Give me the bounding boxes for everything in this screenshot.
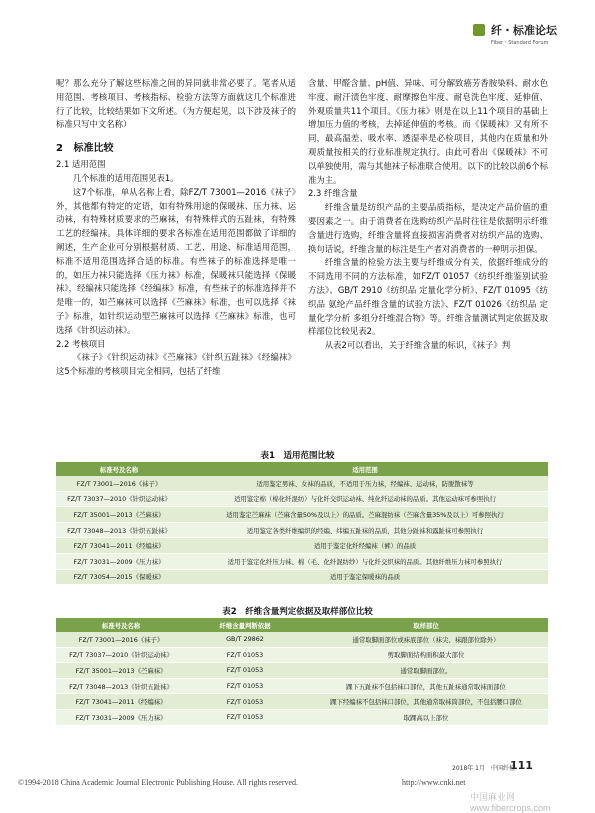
table-cell: FZ/T 01053 xyxy=(186,663,304,679)
paragraph: 这7个标准，单从名称上看，除FZ/T 73001—2016《袜子》外，其他都有特定的定语，如有特殊用途的保暖袜、压力袜、运动袜，有特殊材质要求的苎麻袜，有特殊样式的五趾袜，有特殊工艺的经编袜。具体详细的要求各标准在适用范围都做了详细的阐述，生产企业可分别根据材质、工艺、用途、标准适用范围，标准不适用范围选择合适的标准。有些袜子的标准选择是唯一的，如压力袜只能选择《压力袜》标准，保暖袜只能选择《保暖袜》，经编袜只能选择《经编袜》标准，有些袜子的标准选择并不是唯一的，如苎麻袜可以选择《苎麻袜》标准，也可以选择《袜子》标准，如针织运动型苎麻袜可以选择《苎麻袜》标准，也可选择《针织运动袜》。 xyxy=(56,186,296,335)
footer-publication: 2018年 1月 中国纤检 xyxy=(452,765,515,772)
table-cell: 适用于鉴定保暖袜的品质 xyxy=(182,569,548,585)
table-cell: FZ/T 73041—2011《经编袜》 xyxy=(56,538,182,554)
table-cell: FZ/T 73037—2010《针织运动袜》 xyxy=(56,647,186,663)
table-cell: FZ/T 35001—2013《苎麻袜》 xyxy=(56,663,186,679)
table-row xyxy=(56,678,548,694)
subsection-heading: 2.2 考核项目 xyxy=(56,338,106,349)
table-row xyxy=(56,491,548,507)
table-cell: 适用鉴定各类纤维编织的经编、纬编五趾袜的品质，其他分趾袜和露趾袜可参照执行 xyxy=(182,522,548,538)
footer-link[interactable]: http://www.cnki.net xyxy=(402,778,466,787)
table-cell: FZ/T 73001—2016《袜子》 xyxy=(56,476,182,491)
table-cell: FZ/T 73048—2013《针织五趾袜》 xyxy=(56,678,186,694)
right-column xyxy=(308,77,548,353)
table-cell: 适用鉴定男袜、女袜的品质，不适用于压力袜，经编袜、运动袜，防脱散袜等 xyxy=(182,476,548,491)
paragraph: 纤维含量的检验方法主要与纤维成分有关，依据纤维成分的不同选用不同的方法标准，如FZ/T 01057《纺织纤维鉴别试验方法》、GB/T 2910《纺织品 定量化学分析》、FZ/T 01095《纺织品 氨纶产品纤维含量的试验方法》、FZ/T 01026《纺织品 定量化学分析 多组分纤维混合物》等。纤维含量测试判定依据及取样部位比较见表2。 xyxy=(308,257,548,337)
section-header xyxy=(491,22,557,46)
table-header-cell: 取样部位 xyxy=(304,618,548,632)
table-cell: FZ/T 01053 xyxy=(186,678,304,694)
subsection-heading: 2.1 适用范围 xyxy=(56,159,106,170)
table-header-cell: 适用范围 xyxy=(182,462,548,476)
table-cell: FZ/T 73031—2009《压力袜》 xyxy=(56,709,186,725)
table-row xyxy=(56,569,548,585)
table-cell: 适用于鉴定化纤经编袜（裤）的品质 xyxy=(182,538,548,554)
table2-caption: 表2 纤维含量判定依据及取样部位比较 xyxy=(222,607,373,617)
subsection-heading: 2.3 纤维含量 xyxy=(308,188,358,199)
table-row xyxy=(56,538,548,554)
table-row xyxy=(56,553,548,569)
table-row xyxy=(56,522,548,538)
table-header-cell: 标准号及名称 xyxy=(56,618,186,632)
table-cell: 通常取脚面部位。 xyxy=(304,663,548,679)
paragraph: 含量、甲醛含量、pH值、异味、可分解致癌芳香胺染料、耐水色牢度、耐汗渍色牢度、耐摩擦色牢度、耐皂洗色牢度、延伸值、外观质量共11个项目。《压力袜》则是在以上11个项目的基础上增加压力值的考核，去掉延伸值的考核。而《保暖袜》又有所不同，最高温差、吸水率、透湿率是必检项目，其他内在质量和外观质量按相关的行业标准规定执行。由此可看出《保暖袜》不可以单独使用，需与其他袜子标准联合使用。以下的比较以前6个标准为主。 xyxy=(308,78,548,185)
section-heading xyxy=(56,142,296,156)
footer-copyright: ©1994-2018 China Academic Journal Electronic Publishing House. All rights reserved. xyxy=(18,778,299,787)
table-cell: FZ/T 73031—2009《压力袜》 xyxy=(56,553,182,569)
page-number: 111 xyxy=(510,759,533,772)
table-cell: FZ/T 73041—2011《经编袜》 xyxy=(56,694,186,710)
table-cell: FZ/T 01053 xyxy=(186,647,304,663)
table-cell: FZ/T 01053 xyxy=(186,694,304,710)
table-header-cell: 纤维含量判断依据 xyxy=(186,618,304,632)
paragraph: 《袜子》《针织运动袜》《苎麻袜》《针织五趾袜》《经编袜》这5个标准的考核项目完全相同，包括了纤维 xyxy=(56,352,296,377)
section-title: 纤・标准论坛 xyxy=(491,24,557,37)
table-cell: 适用于鉴定化纤压力袜、棉（毛、化纤混纺纱）与化纤交织袜的品质。其他纤维压力袜可参照执行 xyxy=(182,553,548,569)
table-cell: FZ/T 73037—2010《针织运动袜》 xyxy=(56,491,182,507)
table-cell: FZ/T 73054—2015《保暖袜》 xyxy=(56,569,182,585)
paragraph: 从表2可以看出，关于纤维含量的标识，《袜子》判 xyxy=(324,340,511,351)
table1-caption: 表1 适用范围比较 xyxy=(260,451,335,461)
section-badge-icon xyxy=(473,24,485,36)
table-cell: 适用鉴定苎麻袜（苎麻含量50%及以上）的品质。苎麻混纺袜（苎麻含量35%及以上）可参照执行 xyxy=(182,507,548,523)
table-cell: 取踝高以上部位 xyxy=(304,709,548,725)
table-cell: FZ/T 35001—2013《苎麻袜》 xyxy=(56,507,182,523)
table-cell: 剪取脚面结构面积最大部位 xyxy=(304,647,548,663)
table-cell: 踝下经编袜不包括袜口部位，其他通常取袜筒部位，不包括腰口部位 xyxy=(304,694,548,710)
left-column xyxy=(56,77,296,379)
table-header-cell: 标准号及名称 xyxy=(56,462,182,476)
table-row xyxy=(56,507,548,523)
table-cell: FZ/T 01053 xyxy=(186,709,304,725)
table-cell: GB/T 29862 xyxy=(186,632,304,647)
table-cell: 通常取脚面部位或袜底部位（袜尖、袜跟部位除外） xyxy=(304,632,548,647)
paragraph: 呢？那么充分了解这些标准之间的异同就非常必要了。笔者从适用范围、考核项目、考核指标、检验方法等方面就这几个标准进行了比较，比较结果如下文所述。（为方便起见，以下涉及袜子的标准只写中文名称） xyxy=(56,78,296,130)
section-number: 2 xyxy=(56,143,63,155)
table-header-row xyxy=(56,618,548,632)
table-cell: 踝下五趾袜不包括袜口部位，其他五趾袜通常取袜面部位 xyxy=(304,678,548,694)
table1 xyxy=(56,462,548,585)
table-header-row xyxy=(56,462,548,476)
table-row xyxy=(56,663,548,679)
paragraph: 纤维含量是纺织产品的主要品质指标，是决定产品价值的重要因素之一。由于消费者在选购纺织产品时往往是依据明示纤维含量进行选购，纤维含量将直接损害消费者对纺织产品的选购、换句话说，纤维含量的标注是生产者对消费者的一种明示担保。 xyxy=(308,202,548,254)
table-row xyxy=(56,632,548,647)
table-cell: FZ/T 73001—2016《袜子》 xyxy=(56,632,186,647)
table-row xyxy=(56,476,548,491)
table-row xyxy=(56,709,548,725)
section-subtitle: Fiber・Standard Forum xyxy=(491,40,549,46)
table-cell: FZ/T 73048—2013《针织五趾袜》 xyxy=(56,522,182,538)
paragraph: 几个标准的适用范围见表1。 xyxy=(72,172,179,183)
table-row xyxy=(56,647,548,663)
section-title-text: 标准比较 xyxy=(73,143,114,155)
table-row xyxy=(56,694,548,710)
table-cell: 适用鉴定棉（棉化纤混纺）与化纤交织运动袜、纯化纤运动袜的品质。其他运动袜可参照执行 xyxy=(182,491,548,507)
footer-watermark: 中国麻业网 www.fibercrops.com xyxy=(470,792,551,813)
table2 xyxy=(56,618,548,726)
